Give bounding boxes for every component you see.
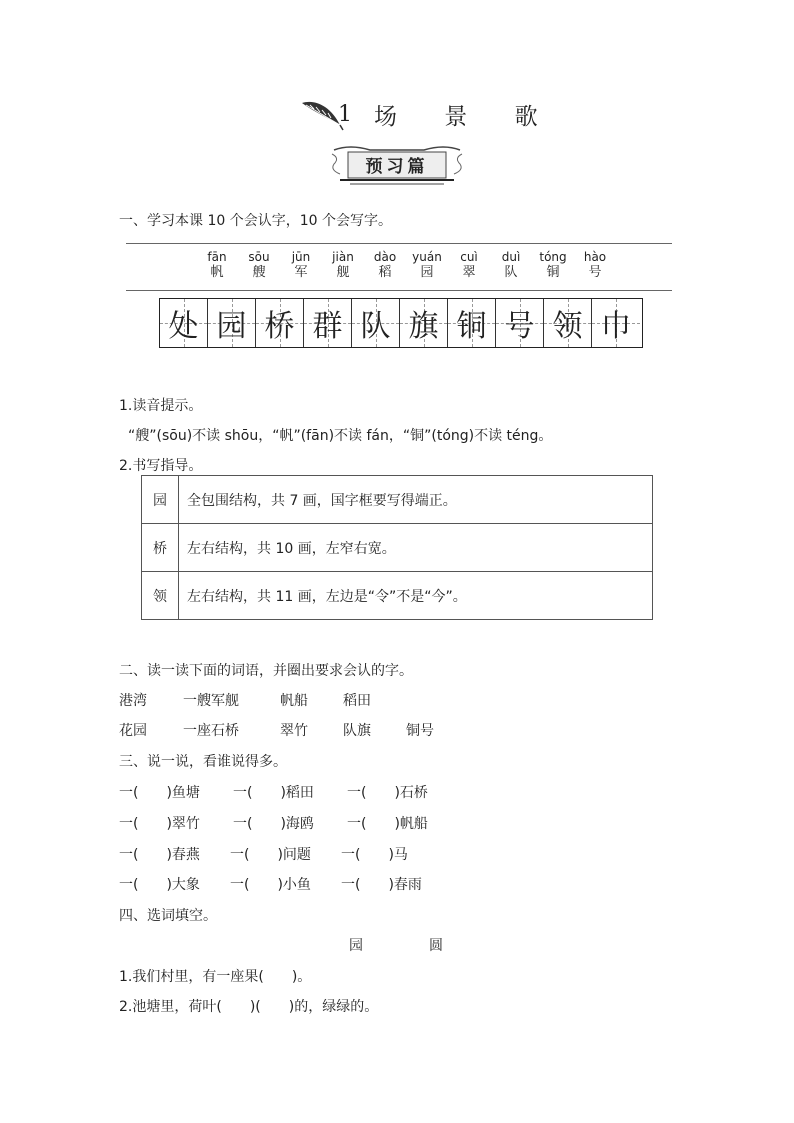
word: 翠竹 [280,723,308,739]
section2-heading: 二、读一读下面的词语，并圈出要求会认的字。 [119,663,413,679]
section3-heading: 三、说一说，看谁说得多。 [119,754,287,770]
question-2[interactable]: 2.池塘里，荷叶( )( )的，绿绿的。 [119,999,379,1015]
preview-badge [330,144,464,186]
recognize-item: jiàn 舰 [332,250,354,280]
word: 一艘军舰 [183,693,239,709]
fill-blank-item[interactable]: 一( )马 [341,847,408,863]
recognize-item: duì 队 [501,250,521,280]
grid-cell: 铜 [448,299,496,347]
divider-top [126,243,672,244]
table-row [142,476,653,524]
writing-title: 2.书写指导。 [119,458,203,474]
fill-blank-item[interactable]: 一( )鱼塘 [119,785,200,801]
fill-row [119,844,408,864]
table-row [142,524,653,572]
option-word: 园 [349,938,363,954]
grid-cell: 群 [304,299,352,347]
grid-cell: 桥 [256,299,304,347]
badge-label: 预习篇 [365,157,429,177]
word: 港湾 [119,693,147,709]
word: 稻田 [343,693,371,709]
guide-text: 全包围结构，共 7 画，国字框要写得端正。 [179,476,653,524]
word: 铜号 [406,723,434,739]
lesson-title: 场 景 歌 [374,103,558,130]
guide-char: 领 [142,572,179,620]
recognize-item: hào 号 [583,250,607,280]
question-1[interactable]: 1.我们村里，有一座果( )。 [119,969,312,985]
lesson-number: 1 [338,101,352,127]
writing-guide-table [141,475,653,620]
section1-heading: 一、学习本课 10 个会认字，10 个会写字。 [119,213,392,229]
fill-blank-item[interactable]: 一( )问题 [230,847,311,863]
word: 帆船 [280,693,308,709]
recognize-chars-row [196,250,616,282]
fill-blank-item[interactable]: 一( )春燕 [119,847,200,863]
fill-blank-item[interactable]: 一( )稻田 [233,785,314,801]
fill-blank-item[interactable]: 一( )小鱼 [230,877,311,893]
section4-heading: 四、选词填空。 [119,908,217,924]
fill-row [119,813,428,833]
fill-blank-item[interactable]: 一( )大象 [119,877,200,893]
grid-cell: 旗 [400,299,448,347]
grid-cell: 号 [496,299,544,347]
grid-cell: 队 [352,299,400,347]
grid-cell: 领 [544,299,592,347]
pron-title: 1.读音提示。 [119,398,203,414]
recognize-item: dào 稻 [373,250,397,280]
pron-text: “艘”(sōu)不读 shōu，“帆”(fān)不读 fán，“铜”(tóng)不读 téng。 [128,428,553,444]
recognize-item: yuán 园 [412,250,442,280]
guide-char: 桥 [142,524,179,572]
grid-cell: 处 [160,299,208,347]
writing-grid [159,298,643,348]
table-row [142,572,653,620]
word-row-1 [119,690,371,710]
guide-char: 园 [142,476,179,524]
option-word: 圆 [429,938,443,954]
recognize-item: jūn 军 [291,250,311,280]
word-row-2 [119,720,434,740]
lesson-title-block [300,94,558,134]
fill-blank-item[interactable]: 一( )海鸥 [233,816,314,832]
fill-row [119,782,428,802]
divider-bottom [126,290,672,291]
word-options [349,935,443,955]
recognize-item: fān 帆 [207,250,227,280]
recognize-item: tóng 铜 [539,250,567,280]
grid-cell: 园 [208,299,256,347]
word: 花园 [119,723,147,739]
fill-blank-item[interactable]: 一( )翠竹 [119,816,200,832]
fill-blank-item[interactable]: 一( )石桥 [347,785,428,801]
fill-row [119,874,422,894]
guide-text: 左右结构，共 11 画，左边是“令”不是“今”。 [179,572,653,620]
recognize-item: cuì 翠 [460,250,478,280]
grid-cell: 巾 [592,299,640,347]
guide-text: 左右结构，共 10 画，左窄右宽。 [179,524,653,572]
fill-blank-item[interactable]: 一( )帆船 [347,816,428,832]
recognize-item: sōu 艘 [248,250,270,280]
word: 一座石桥 [183,723,239,739]
word: 队旗 [343,723,371,739]
fill-blank-item[interactable]: 一( )春雨 [341,877,422,893]
